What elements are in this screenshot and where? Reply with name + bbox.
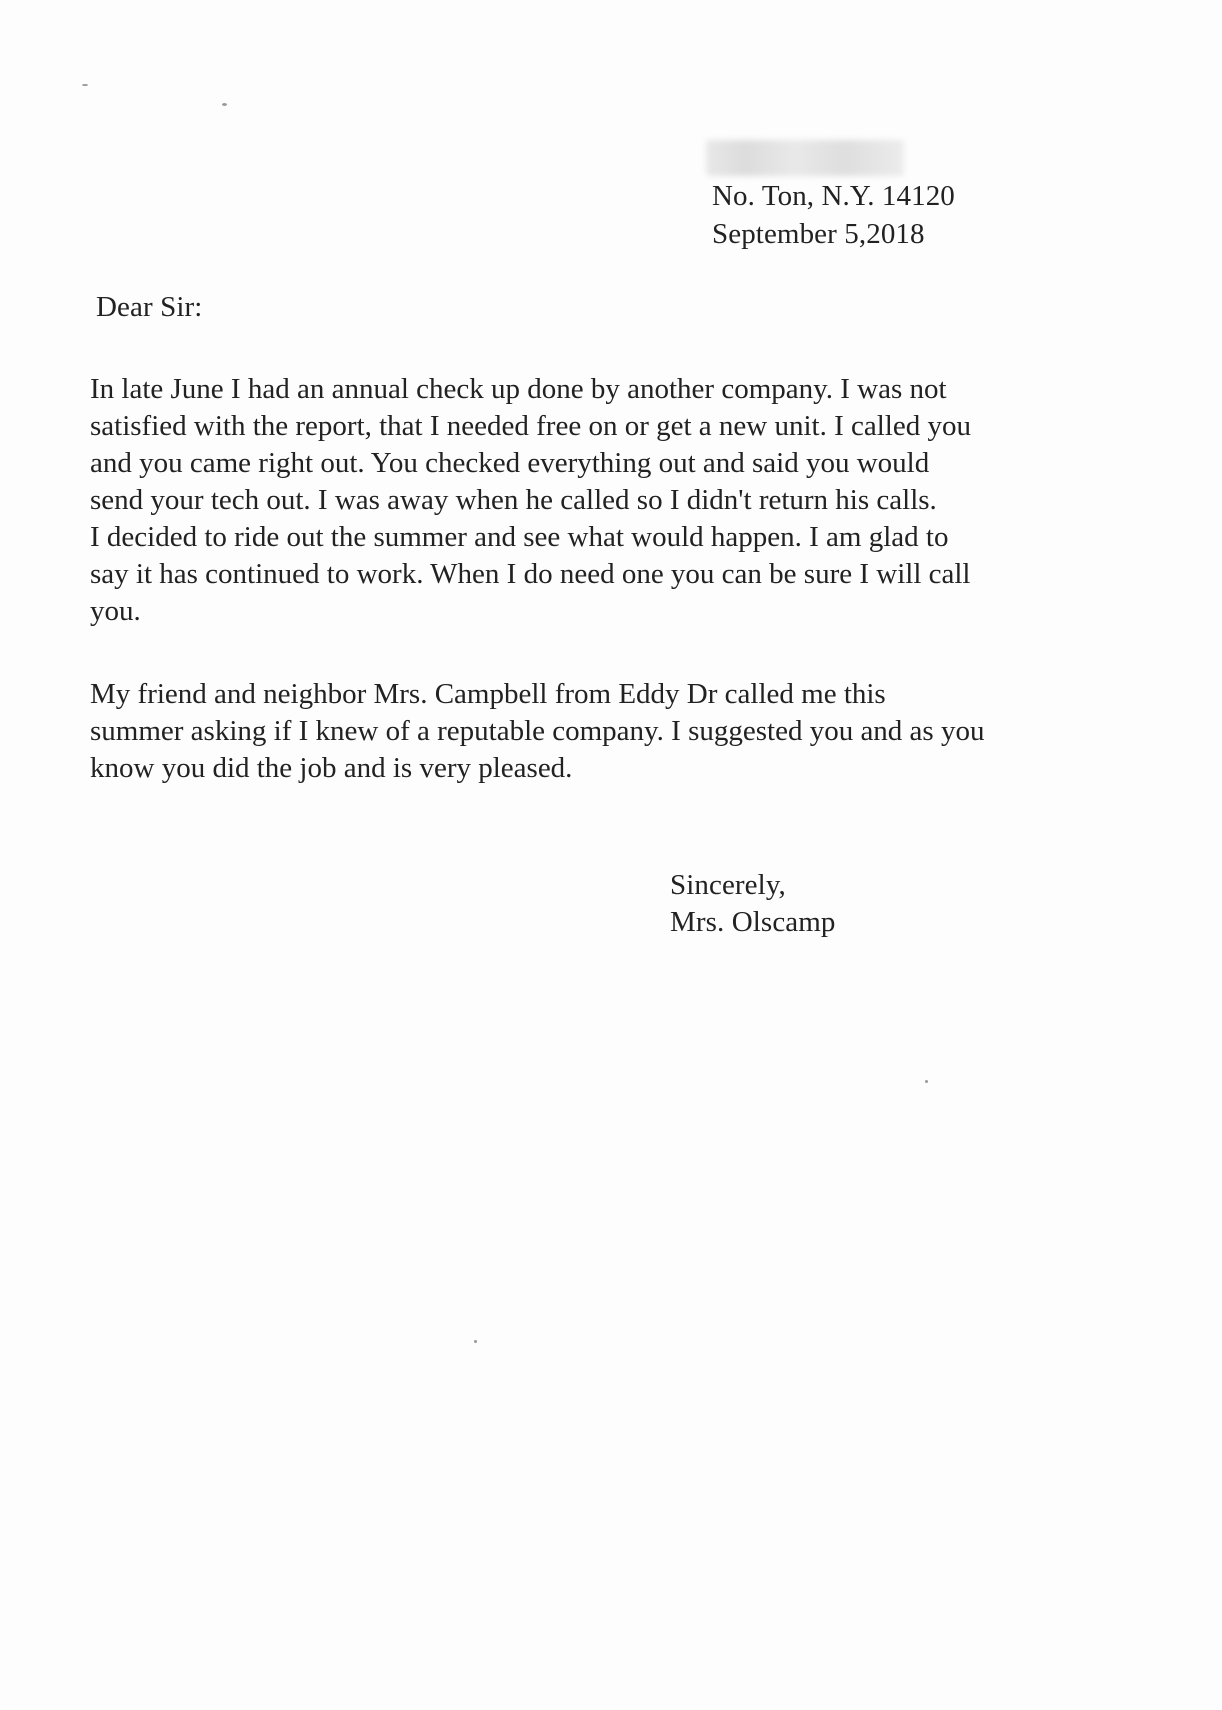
scan-speck: [474, 1340, 477, 1343]
paragraph-line: say it has continued to work. When I do need one you can be sure I will call: [90, 558, 971, 590]
paragraph-line: know you did the job and is very pleased.: [90, 752, 573, 784]
paragraph-line: In late June I had an annual check up done by another company. I was not: [90, 373, 947, 405]
body-paragraph-2: [90, 676, 984, 787]
signature-name: Mrs. Olscamp: [670, 906, 836, 938]
paragraph-line: I decided to ride out the summer and see what would happen. I am glad to: [90, 521, 949, 553]
paragraph-line: and you came right out. You checked everything out and said you would: [90, 447, 930, 479]
body-paragraph-1: [90, 371, 971, 630]
letter-date: September 5,2018: [712, 218, 925, 250]
paragraph-line: summer asking if I knew of a reputable company. I suggested you and as you: [90, 715, 985, 747]
scan-speck: [925, 1080, 928, 1083]
redacted-street-address: [706, 140, 904, 176]
scan-speck: [222, 103, 227, 106]
salutation: Dear Sir:: [96, 291, 203, 323]
scan-speck: [82, 84, 88, 86]
address-city-line: No. Ton, N.Y. 14120: [712, 180, 955, 212]
closing: Sincerely,: [670, 869, 786, 901]
paragraph-line: send your tech out. I was away when he called so I didn't return his calls.: [90, 484, 937, 516]
paragraph-line: satisfied with the report, that I needed free on or get a new unit. I called you: [90, 410, 971, 442]
paragraph-line: My friend and neighbor Mrs. Campbell from Eddy Dr called me this: [90, 678, 886, 710]
paragraph-line: you.: [90, 595, 141, 627]
